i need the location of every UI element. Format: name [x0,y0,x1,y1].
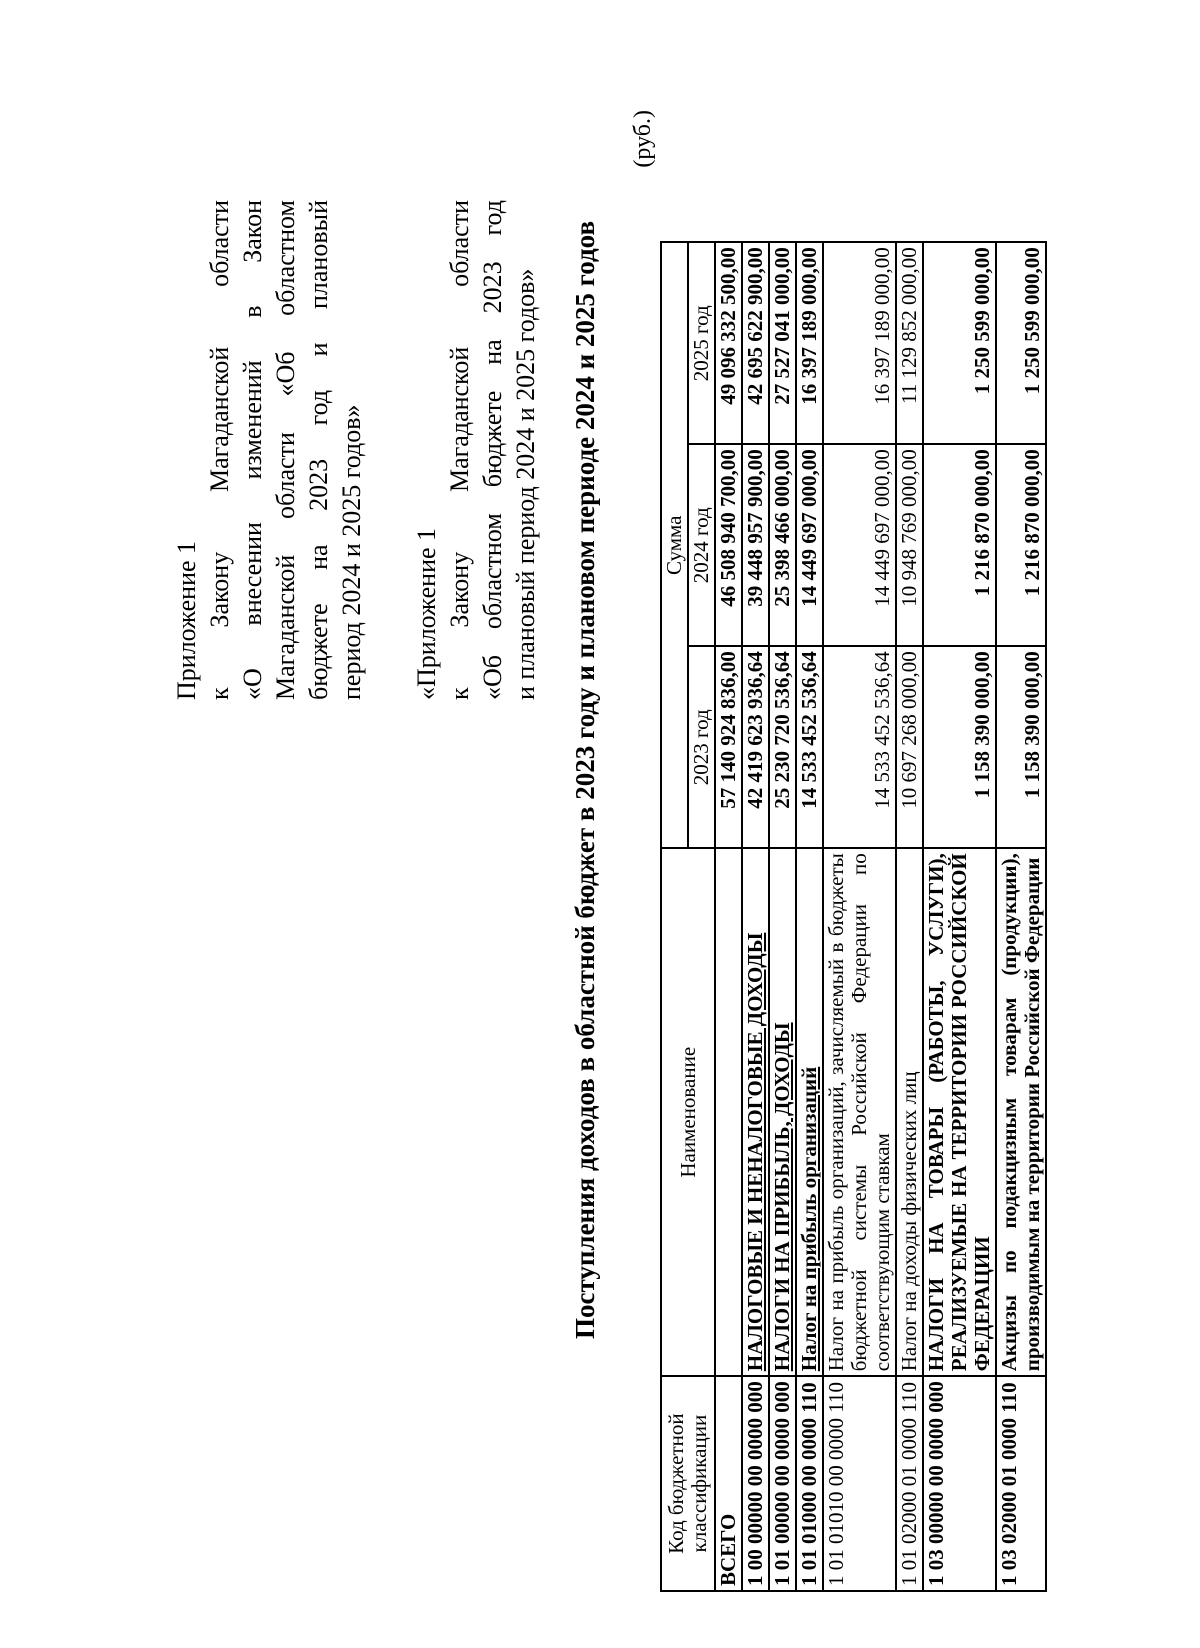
cell-2023: 1 158 390 000,00 [996,646,1046,848]
appendix-note-original [410,200,542,700]
table-row [715,242,742,1591]
cell-2024: 25 398 466 000,00 [769,444,796,646]
cell-name: НАЛОГОВЫЕ И НЕНАЛОГОВЫЕ ДОХОДЫ [742,848,769,1376]
cell-code: 1 00 00000 00 0000 000 [742,1376,769,1591]
cell-2025: 16 397 189 000,00 [796,242,823,444]
cell-name: Акцизы по подакцизным товарам (продукции), производимым на территории Российской Федерации [996,848,1046,1376]
header-2023: 2023 год [688,646,715,848]
cell-name: НАЛОГИ НА ТОВАРЫ (РАБОТЫ, УСЛУГИ), РЕАЛИЗУЕМЫЕ НА ТЕРРИТОРИИ РОССИЙСКОЙ ФЕДЕРАЦИИ [923,848,996,1376]
note-line: к Закону Магаданской области [205,200,234,700]
cell-code: 1 03 02000 01 0000 110 [996,1376,1046,1591]
header-code: Код бюджетной классификации [661,1376,715,1591]
note-line: Приложение 1 [172,540,201,700]
cell-2024: 14 449 697 000,00 [796,444,823,646]
cell-2025: 1 250 599 000,00 [923,242,996,444]
cell-2023: 42 419 623 936,64 [742,646,769,848]
document-title: Поступления доходов в областной бюджет в 2023 году и плановом периоде 2024 и 2025 годов [570,220,600,1340]
note-line: «Приложение 1 [412,527,441,700]
note-line: «О внесении изменений в Закон [238,200,267,700]
cell-name [715,848,742,1376]
cell-2024: 39 448 957 900,00 [742,444,769,646]
header-sum: Сумма [661,242,688,848]
revenue-table [660,241,1047,1592]
cell-2023: 14 533 452 536,64 [796,646,823,848]
cell-code: 1 01 01000 00 0000 110 [796,1376,823,1591]
cell-2023: 1 158 390 000,00 [923,646,996,848]
cell-2023: 14 533 452 536,64 [823,646,896,848]
table-row [769,242,796,1591]
header-name: Наименование [661,848,715,1376]
cell-2023: 25 230 720 536,64 [769,646,796,848]
header-2025: 2025 год [688,242,715,444]
note-line: «Об областном бюджете на 2023 год [478,200,507,700]
cell-code: 1 01 02000 01 0000 110 [896,1376,923,1591]
table-row [823,242,896,1591]
note-line: период 2024 и 2025 годов» [337,404,366,700]
cell-2024: 1 216 870 000,00 [923,444,996,646]
header-2024: 2024 год [688,444,715,646]
cell-code: 1 01 01010 00 0000 110 [823,1376,896,1591]
note-line: Магаданской области «Об областном [271,200,300,700]
cell-2024: 10 948 769 000,00 [896,444,923,646]
unit-label: (руб.) [630,110,656,168]
cell-2025: 49 096 332 500,00 [715,242,742,444]
cell-2025: 11 129 852 000,00 [896,242,923,444]
appendix-note-current [170,200,368,700]
table-row [796,242,823,1591]
cell-code: ВСЕГО [715,1376,742,1591]
table-row [742,242,769,1591]
note-line: бюджете на 2023 год и плановый [304,200,333,700]
cell-code: 1 03 00000 00 0000 000 [923,1376,996,1591]
cell-name: Налог на прибыль организаций, зачисляемый в бюджеты бюджетной системы Российской Федерации по соответствующим ставкам [823,848,896,1376]
cell-2025: 16 397 189 000,00 [823,242,896,444]
cell-2025: 1 250 599 000,00 [996,242,1046,444]
cell-name: НАЛОГИ НА ПРИБЫЛЬ, ДОХОДЫ [769,848,796,1376]
table-row [896,242,923,1591]
cell-2023: 10 697 268 000,00 [896,646,923,848]
cell-name: Налог на прибыль организаций [796,848,823,1376]
cell-name: Налог на доходы физических лиц [896,848,923,1376]
cell-2024: 1 216 870 000,00 [996,444,1046,646]
cell-2024: 14 449 697 000,00 [823,444,896,646]
table-row [923,242,996,1591]
note-line: к Закону Магаданской области [445,200,474,700]
note-line: и плановый период 2024 и 2025 годов» [511,268,540,700]
cell-2025: 42 695 622 900,00 [742,242,769,444]
table-row [996,242,1046,1591]
cell-2025: 27 527 041 000,00 [769,242,796,444]
cell-2024: 46 508 940 700,00 [715,444,742,646]
cell-code: 1 01 00000 00 0000 000 [769,1376,796,1591]
cell-2023: 57 140 924 836,00 [715,646,742,848]
document-page [40,50,1160,1610]
